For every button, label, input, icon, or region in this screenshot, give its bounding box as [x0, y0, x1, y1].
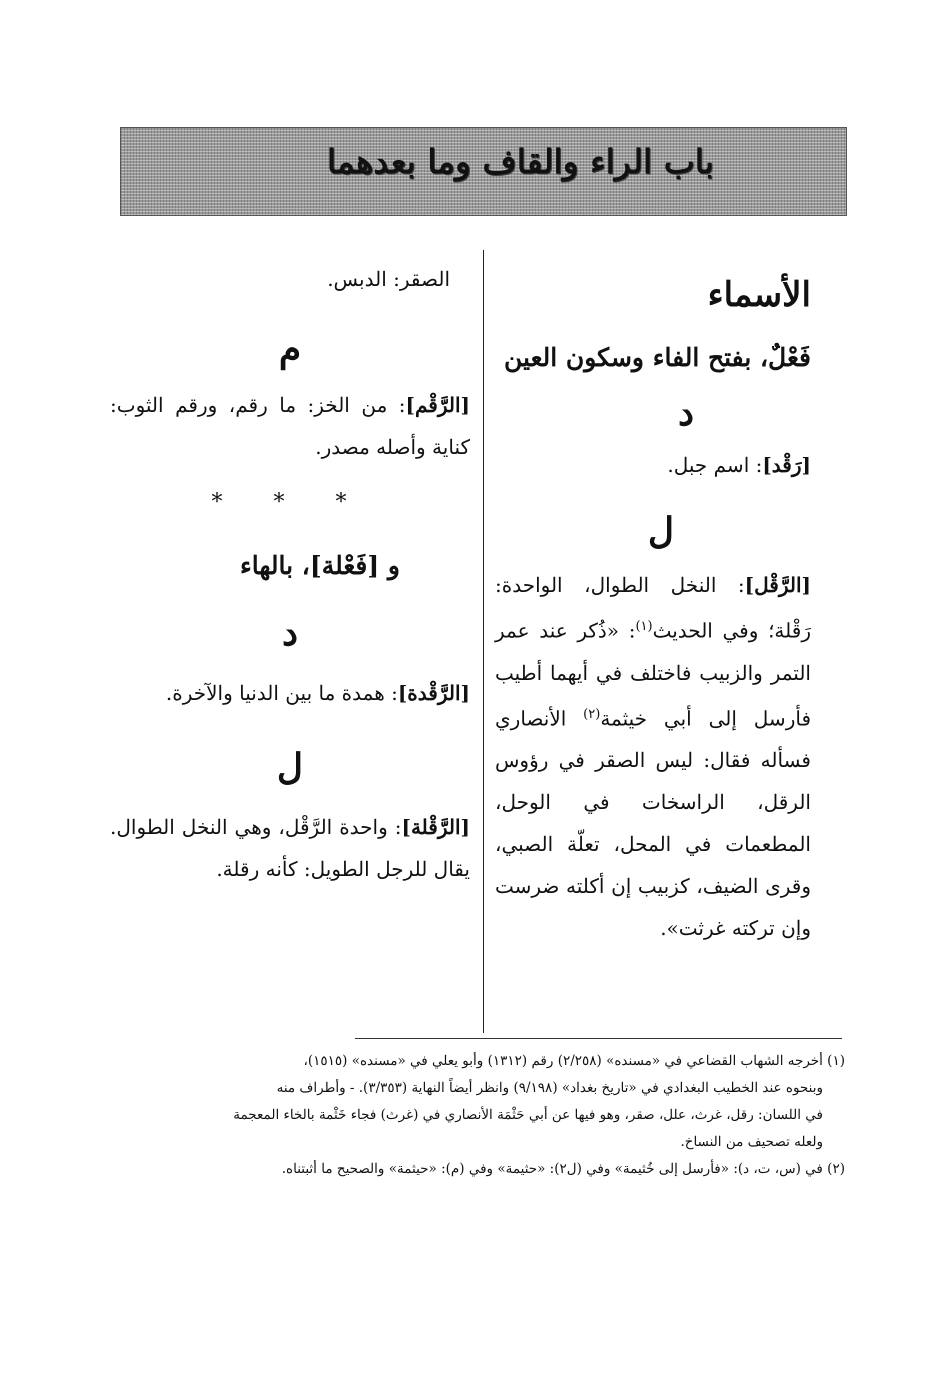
- entry-headword: [رَقْد]: [762, 453, 811, 477]
- footnotes: [100, 1048, 845, 1183]
- entry-raqm: [110, 384, 470, 468]
- entry-definition: : واحدة الرَّقْل، وهي النخل الطوال. يقال للرجل الطويل: كأنه رقلة.: [110, 815, 470, 881]
- chapter-header-band: [120, 127, 847, 216]
- entry-headword: [الرَّقْم]: [405, 393, 470, 417]
- right-column: [495, 265, 811, 949]
- entry-definition: : همدة ما بين الدنيا والآخرة.: [165, 681, 398, 705]
- column-divider: [483, 250, 484, 1033]
- saqr-line: الصقر: الدبس.: [327, 267, 450, 291]
- entry-definition: : اسم جبل.: [667, 453, 763, 477]
- entry-headword: [الرَّقْل]: [744, 573, 811, 597]
- entry-raql: [495, 564, 811, 949]
- letter-heading-mim: م: [278, 328, 302, 370]
- chapter-title: باب الراء والقاف وما بعدهما: [326, 142, 714, 181]
- footnote-2: (٢) في (س، ت، د): «فأرسل إلى خُثيمة» وفي (ل٢): «حثيمة» وفي (م): «حيثمة» والصحيح ما أثبتناه.: [281, 1161, 845, 1177]
- entry-raqla: [110, 806, 470, 890]
- entry-headword: [الرَّقْلة]: [401, 815, 470, 839]
- entry-definition-part3: الأنصاري فسأله فقال: ليس الصقر في رؤوس الرقل، الراسخات في الوحل، المطعمات في المحل، تعلّة الصبي، وقرى الضيف، كزبيب إن أكلته ضرست وإن تركته غرثت».: [495, 706, 811, 941]
- entry-definition: : من الخز: ما رقم، ورقم الثوب: كناية وأصله مصدر.: [110, 393, 470, 459]
- footnote-separator: [355, 1038, 842, 1039]
- entry-definition-part1: : النخل الطوال، الواحدة: رَقْلة؛ وفي الحديث: [495, 573, 811, 643]
- pattern-title: و [فَعْلة]، بالهاء: [240, 551, 400, 580]
- entry-definition-part2: : «ذُكر عند عمر التمر والزبيب فاختلف في أيهما أطيب فأرسل إلى أبي خيثمة: [495, 618, 812, 731]
- letter-heading-dal: د: [281, 612, 299, 654]
- entry-headword: [الرَّقْدة]: [397, 681, 470, 705]
- letter-heading-lam: ل: [647, 510, 675, 552]
- section-separator-stars: * * *: [211, 490, 369, 515]
- footnote-1: (١) أخرجه الشهاب القضاعي في «مسنده» (٢/٢٥٨) رقم (١٣١٢) وأبو يعلي في «مسنده» (١٥١٥)،: [303, 1053, 845, 1069]
- footnote-1-continued: وبنحوه عند الخطيب البغدادي في «تاريخ بغداد» (٩/١٩٨) وانظر أيضاً النهاية (٣/٣٥٣). - وأطراف منه: [276, 1080, 823, 1096]
- footnote-ref-1[interactable]: (١): [635, 619, 653, 634]
- letter-heading-lam: ل: [276, 746, 304, 788]
- footnote-1-continued: ولعله تصحيف من النساخ.: [680, 1134, 823, 1150]
- letter-heading-dal: د: [677, 392, 695, 434]
- entry-raqd: [495, 444, 811, 486]
- section-title: الأسماء: [707, 275, 811, 315]
- left-column: [110, 258, 470, 890]
- pattern-title: فَعْلٌ، بفتح الفاء وسكون العين: [504, 343, 811, 372]
- footnote-ref-2[interactable]: (٢): [583, 706, 601, 722]
- entry-raqda: [110, 672, 470, 714]
- footnote-1-continued: في اللسان: رقل، غرث، علل، صقر، وهو فيها عن أبي حَثْمَة الأنصاري في (غرث) فجاء خَثْمة بالخاء المعجمة: [233, 1107, 823, 1123]
